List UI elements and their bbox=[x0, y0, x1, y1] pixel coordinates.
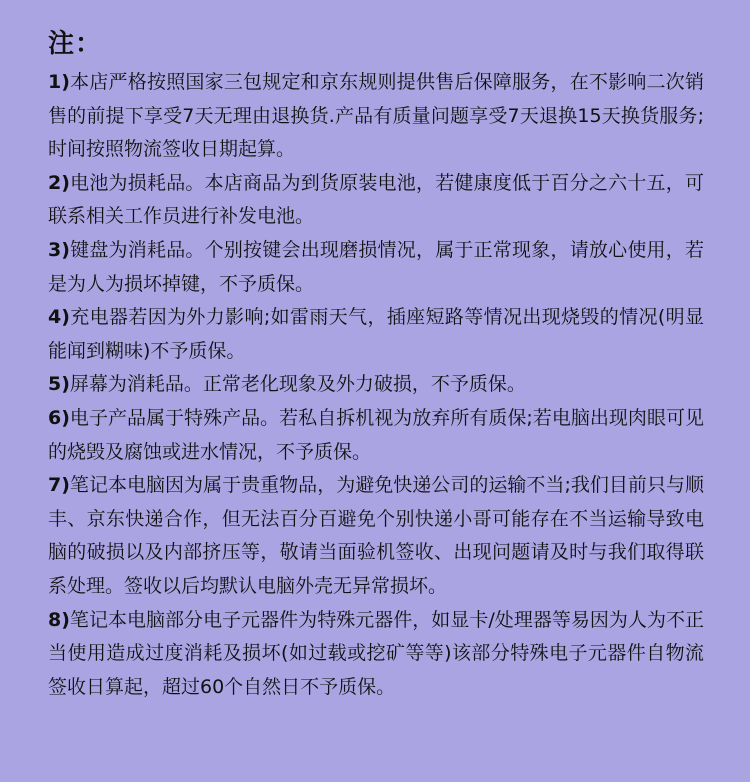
clause-number: 5) bbox=[48, 373, 70, 396]
clause-number: 8) bbox=[48, 608, 70, 631]
clause-4 bbox=[48, 301, 704, 368]
clause-number: 1) bbox=[48, 71, 70, 93]
clause-3 bbox=[48, 234, 704, 301]
clause-text: 电子产品属于特殊产品。若私自拆机视为放弃所有质保;若电脑出现肉眼可见的烧毁及腐蚀或进水情况，不予质保。 bbox=[48, 406, 704, 463]
clause-number: 7) bbox=[48, 474, 70, 497]
clause-text: 笔记本电脑部分电子元器件为特殊元器件，如显卡/处理器等易因为人为不正当使用造成过度消耗及损坏(如过载或挖矿等等)该部分特殊电子元器件自物流签收日算起，超过60个自然日不予质保。 bbox=[48, 608, 704, 698]
clause-number: 6) bbox=[48, 406, 70, 429]
notice-title: 注： bbox=[48, 29, 103, 59]
clause-text: 键盘为消耗品。个别按键会出现磨损情况，属于正常现象，请放心使用，若是为人为损坏掉键，不予质保。 bbox=[48, 238, 704, 295]
clause-text: 笔记本电脑因为属于贵重物品，为避免快递公司的运输不当;我们目前只与顺丰、京东快递合作，但无法百分百避免个别快递小哥可能存在不当运输导致电脑的破损以及内部挤压等，敬请当面验机签收、出现问题请及时与我们取得联系处理。签收以后均默认电脑外壳无异常损坏。 bbox=[48, 474, 704, 597]
clause-number: 2) bbox=[48, 171, 70, 194]
clause-text: 电池为损耗品。本店商品为到货原装电池，若健康度低于百分之六十五，可联系相关工作员进行补发电池。 bbox=[48, 171, 704, 228]
clause-2 bbox=[48, 167, 704, 234]
clause-8 bbox=[48, 604, 704, 705]
clause-text: 本店严格按照国家三包规定和京东规则提供售后保障服务，在不影响二次销售的前提下享受7天无理由退换货.产品有质量问题享受7天退换15天换货服务;时间按照物流签收日期起算。 bbox=[48, 71, 704, 161]
clause-1 bbox=[48, 66, 704, 167]
clause-text: 屏幕为消耗品。正常老化现象及外力破损，不予质保。 bbox=[69, 373, 526, 396]
clause-5 bbox=[48, 368, 704, 402]
clause-6 bbox=[48, 402, 704, 469]
clause-text: 充电器若因为外力影响;如雷雨天气，插座短路等情况出现烧毁的情况(明显能闻到糊味)不予质保。 bbox=[48, 306, 704, 362]
clause-list bbox=[48, 66, 704, 704]
clause-7 bbox=[48, 469, 704, 603]
clause-number: 4) bbox=[48, 306, 70, 329]
clause-number: 3) bbox=[48, 238, 70, 261]
